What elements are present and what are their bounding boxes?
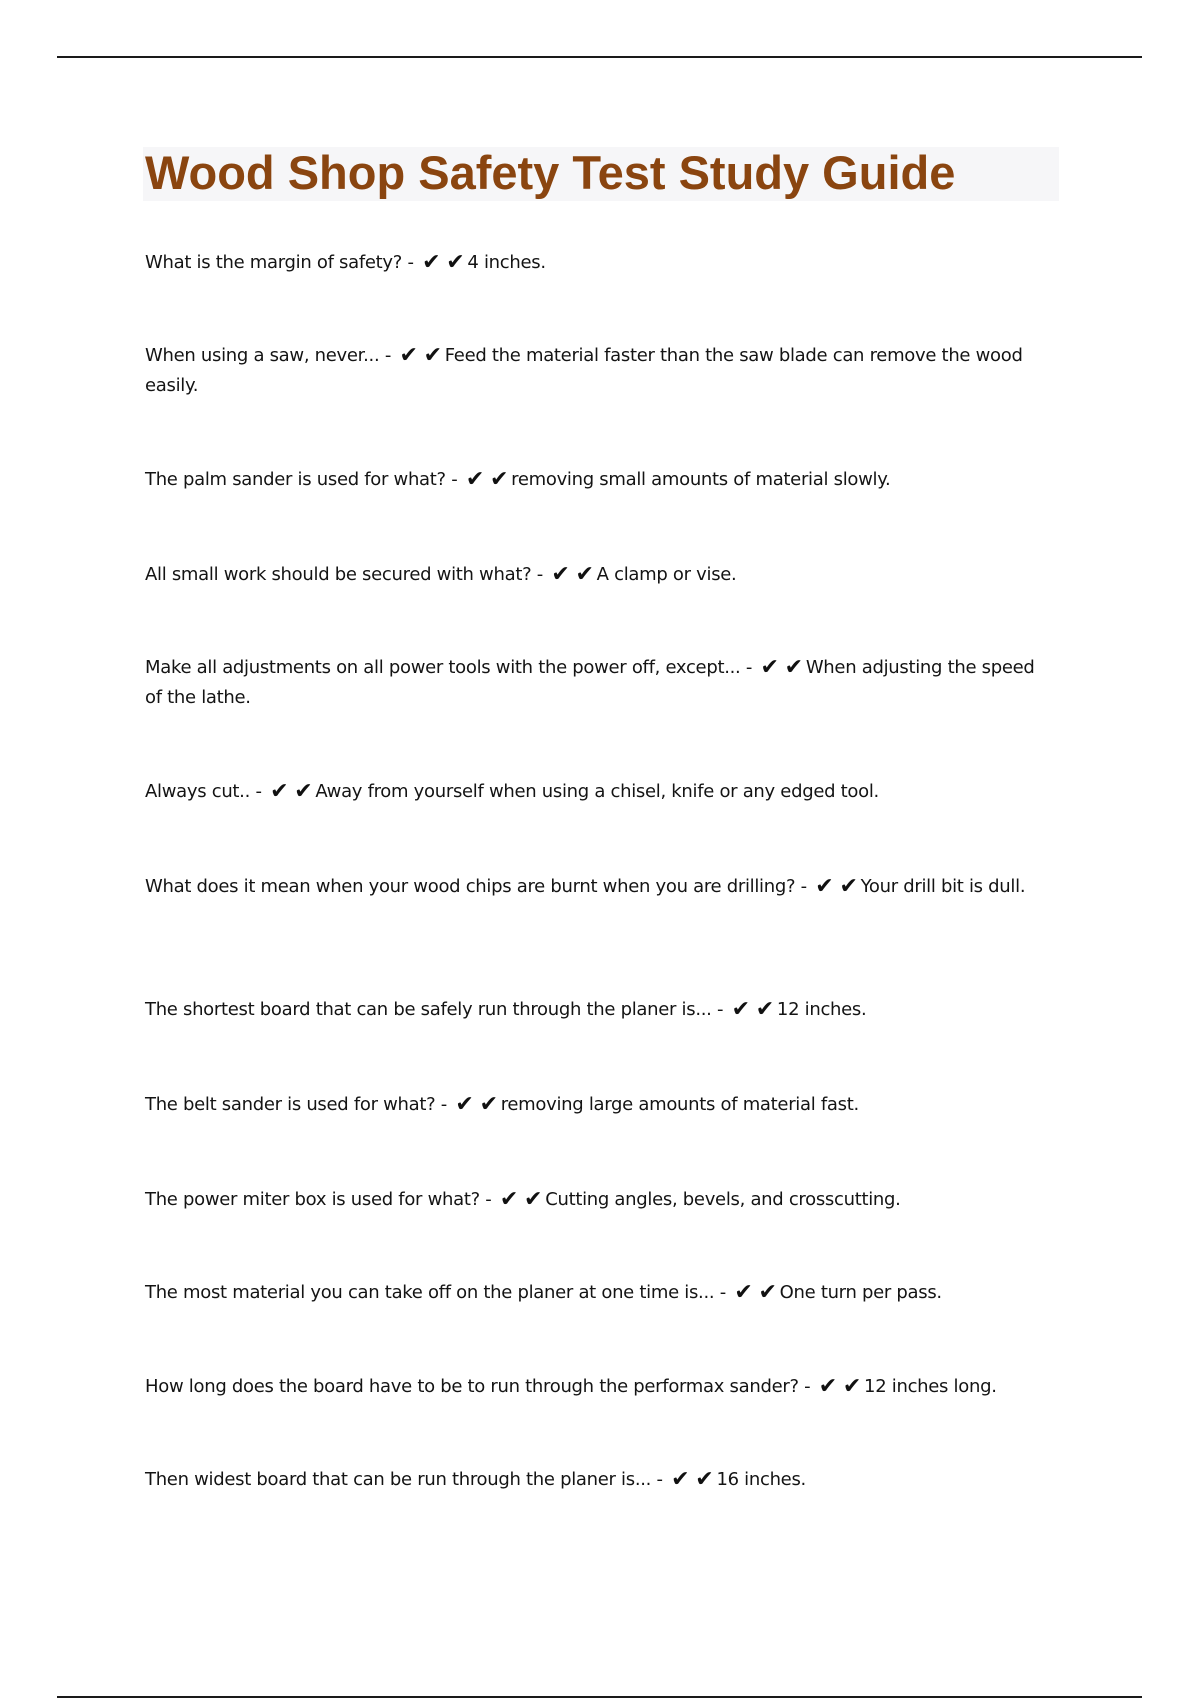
checkmark-icon: ✔: [731, 997, 750, 1022]
page-title: Wood Shop Safety Test Study Guide: [145, 146, 956, 199]
question-item: [145, 872, 1050, 902]
checkmark-icon: ✔: [671, 1467, 690, 1492]
separator: -: [402, 252, 420, 273]
separator: -: [711, 999, 729, 1020]
answer-text: One turn per pass.: [779, 1282, 942, 1303]
separator: -: [651, 1469, 669, 1490]
checkmark-icon: ✔: [755, 997, 774, 1022]
checkmark-icon: ✔: [270, 779, 289, 804]
question-text: All small work should be secured with what?: [145, 564, 532, 585]
checkmark-icon: ✔: [818, 1374, 837, 1399]
question-item: [145, 560, 1050, 590]
checkmark-icon: ✔: [760, 655, 779, 680]
separator: -: [740, 657, 758, 678]
question-item: [145, 1465, 1050, 1495]
checkmark-icon: ✔: [842, 1374, 862, 1399]
checkmark-icon: ✔: [294, 779, 313, 804]
separator: -: [479, 1189, 497, 1210]
question-text: What is the margin of safety?: [145, 252, 403, 273]
answer-text: 16 inches.: [716, 1469, 806, 1490]
question-text: The palm sander is used for what?: [145, 469, 446, 490]
checkmark-icon: ✔: [446, 250, 465, 275]
question-item: [145, 341, 1050, 401]
header-rule: [57, 56, 1142, 58]
separator: -: [379, 345, 397, 366]
question-item: [145, 995, 1050, 1025]
separator: -: [250, 781, 268, 802]
question-item: [145, 1090, 1050, 1120]
checkmark-icon: ✔: [524, 1187, 543, 1212]
checkmark-icon: ✔: [399, 343, 418, 368]
separator: -: [445, 469, 463, 490]
question-text: Then widest board that can be run through the planer is...: [145, 1469, 652, 1490]
question-text: Make all adjustments on all power tools with the power off, except...: [145, 657, 741, 678]
question-item: [145, 777, 1050, 807]
question-text: What does it mean when your wood chips are burnt when you are drilling?: [145, 876, 796, 897]
checkmark-icon: ✔: [465, 467, 484, 492]
question-text: The power miter box is used for what?: [145, 1189, 480, 1210]
question-item: [145, 1278, 1050, 1308]
question-text: The shortest board that can be safely run through the planer is...: [145, 999, 712, 1020]
checkmark-icon: ✔: [455, 1092, 474, 1117]
checkmark-icon: ✔: [695, 1467, 714, 1492]
checkmark-icon: ✔: [499, 1187, 519, 1212]
checkmark-icon: ✔: [423, 343, 442, 368]
question-text: The belt sander is used for what?: [145, 1094, 436, 1115]
checkmark-icon: ✔: [422, 250, 441, 275]
answer-text: removing small amounts of material slowly.: [511, 469, 891, 490]
separator: -: [435, 1094, 453, 1115]
separator: -: [795, 876, 813, 897]
question-text: When using a saw, never...: [145, 345, 380, 366]
answer-text: Cutting angles, bevels, and crosscutting.: [545, 1189, 901, 1210]
footer-rule: [57, 1696, 1142, 1698]
question-text: The most material you can take off on the planer at one time is...: [145, 1282, 715, 1303]
answer-text: removing large amounts of material fast.: [500, 1094, 859, 1115]
separator: -: [798, 1376, 816, 1397]
checkmark-icon: ✔: [490, 467, 509, 492]
checkmark-icon: ✔: [734, 1280, 753, 1305]
answer-text: 4 inches.: [467, 252, 546, 273]
checkmark-icon: ✔: [479, 1092, 498, 1117]
answer-text: Away from yourself when using a chisel, knife or any edged tool.: [315, 781, 879, 802]
answer-text: 12 inches long.: [864, 1376, 997, 1397]
question-item: [145, 465, 1050, 495]
checkmark-icon: ✔: [815, 874, 834, 899]
answer-text: When adjusting the speed of the lathe.: [145, 657, 1035, 708]
checkmark-icon: ✔: [551, 562, 570, 587]
question-item: [145, 1372, 1050, 1402]
separator: -: [714, 1282, 732, 1303]
checkmark-icon: ✔: [784, 655, 803, 680]
checkmark-icon: ✔: [758, 1280, 777, 1305]
separator: -: [531, 564, 549, 585]
answer-text: Your drill bit is dull.: [860, 876, 1026, 897]
question-item: [145, 248, 1050, 278]
question-item: [145, 653, 1050, 713]
answer-text: Feed the material faster than the saw blade can remove the wood easily.: [145, 345, 1023, 396]
answer-text: 12 inches.: [776, 999, 867, 1020]
question-text: Always cut..: [145, 781, 251, 802]
checkmark-icon: ✔: [575, 562, 594, 587]
question-text: How long does the board have to be to run through the performax sander?: [145, 1376, 799, 1397]
checkmark-icon: ✔: [839, 874, 858, 899]
answer-text: A clamp or vise.: [596, 564, 737, 585]
question-item: [145, 1185, 1050, 1215]
